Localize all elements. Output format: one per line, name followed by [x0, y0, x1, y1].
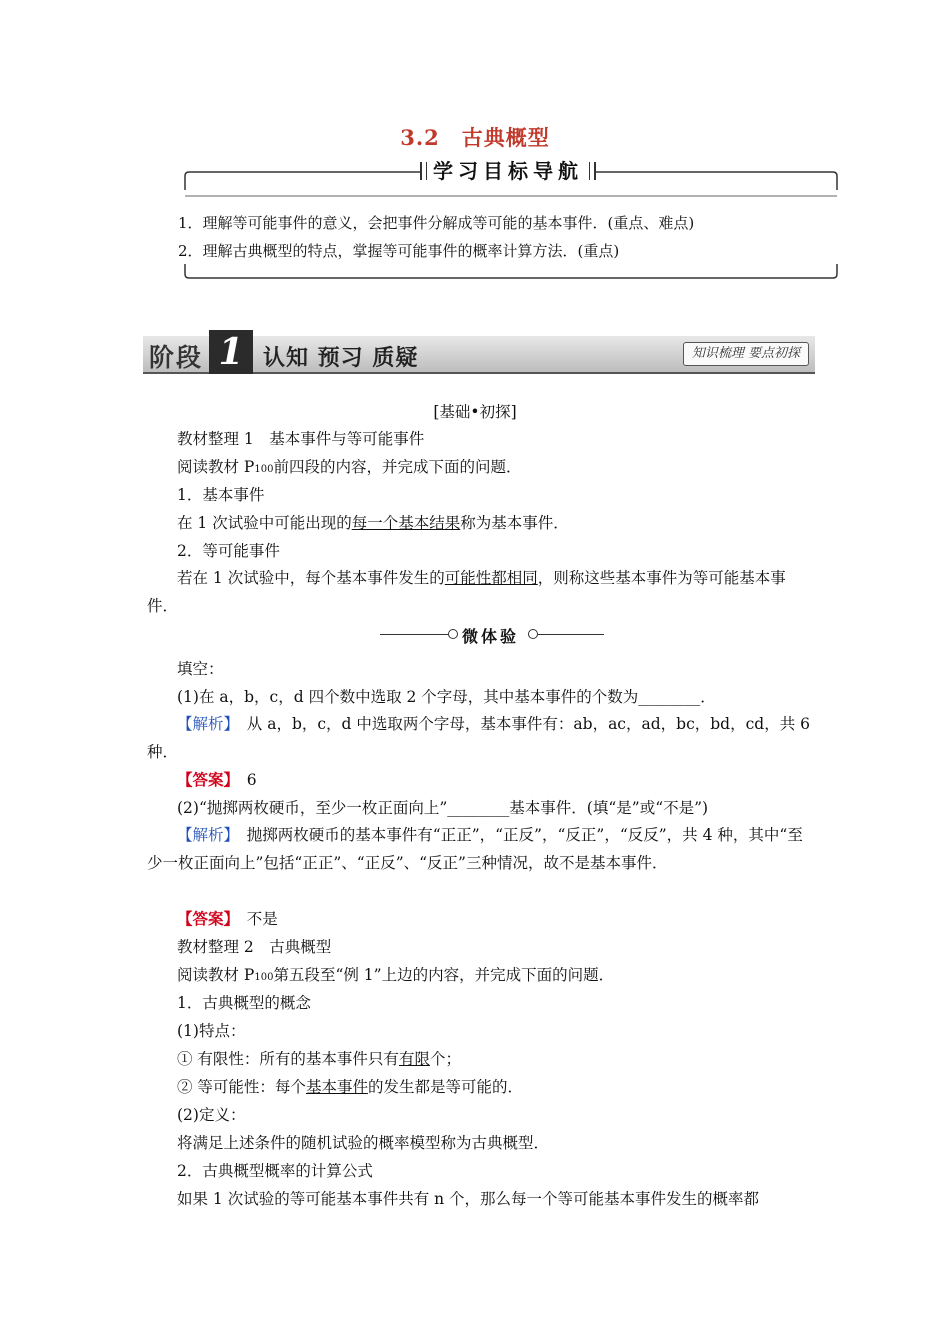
goal-item-1: 1．理解等可能事件的意义，会把事件分解成等可能的基本事件．(重点、难点)	[178, 214, 695, 232]
m1-p1: 在 1 次试验中可能出现的每一个基本结果称为基本事件．	[177, 514, 569, 532]
stage-banner	[143, 331, 815, 373]
m2-read: 阅读教材 P100第五段至“例 1”上边的内容，并完成下面的问题．	[177, 966, 615, 984]
m2-h1: 1．古典概型的概念	[177, 994, 311, 1012]
answer-1: 【答案】 6	[177, 770, 257, 789]
analysis-label: 【解析】	[177, 715, 232, 733]
stage-title: 认知 预习 质疑	[263, 345, 419, 371]
m1-h1: 1．基本事件	[177, 486, 265, 504]
micro-experience-label: 微体验	[462, 627, 520, 646]
m1-heading: 教材整理 1 基本事件与等可能事件	[177, 430, 425, 448]
page-title: 3.2 古典概型	[400, 125, 550, 150]
stage-number: 1	[209, 330, 253, 374]
analysis-1: 【解析】 从 a，b，c，d 中选取两个字母，基本事件有：ab，ac，ad，bc，bd，cd，共 6 种．	[147, 715, 810, 761]
m2-definition-text: 将满足上述条件的随机试验的概率模型称为古典概型．	[177, 1134, 550, 1152]
goals-heading	[420, 156, 596, 186]
m2-h2: 2．古典概型概率的计算公式	[177, 1162, 373, 1180]
question-2: (2)“抛掷两枚硬币，至少一枚正面向上”________基本事件．(填“是”或“不是”)	[177, 799, 709, 817]
analysis-2: 【解析】 抛掷两枚硬币的基本事件有“正正”，“正反”，“反正”，“反反”，共 4 种，其中“至少一枚正面向上”包括“正正”、“正反”、“反正”三种情况，故不是基本事件．	[147, 826, 803, 872]
m1-h2: 2．等可能事件	[177, 542, 280, 560]
goal-item-2: 2．理解古典概型的特点，掌握等可能事件的概率计算方法．(重点)	[178, 242, 620, 260]
exercise-intro: 填空：	[177, 660, 224, 678]
m2-definition-label: (2)定义：	[177, 1106, 246, 1124]
analysis-label: 【解析】	[177, 826, 232, 844]
answer-label: 【答案】	[177, 770, 232, 789]
m2-last-line: 如果 1 次试验的等可能基本事件共有 n 个，那么每一个等可能基本事件发生的概率都	[177, 1190, 760, 1208]
m2-feature-1: ① 有限性：所有的基本事件只有有限个；	[177, 1050, 461, 1068]
answer-2: 【答案】 不是	[177, 909, 278, 928]
stage-word: 阶段	[149, 343, 204, 372]
stage-tag: 知识梳理 要点初探	[683, 342, 809, 366]
m2-heading: 教材整理 2 古典概型	[177, 938, 332, 956]
question-1: (1)在 a，b，c，d 四个数中选取 2 个字母，其中基本事件的个数为________．	[177, 688, 716, 706]
m2-feature-2: ② 等可能性：每个基本事件的发生都是等可能的．	[177, 1078, 523, 1096]
m1-p2: 若在 1 次试验中，每个基本事件发生的可能性都相同，则称这些基本事件为等可能基本事件．	[147, 569, 786, 615]
goals-heading-text: 学习目标导航	[433, 159, 583, 183]
section-label: [基础•初探]	[433, 403, 517, 421]
m1-read: 阅读教材 P100前四段的内容，并完成下面的问题．	[177, 458, 522, 476]
answer-label: 【答案】	[177, 909, 232, 928]
m2-features: (1)特点：	[177, 1022, 246, 1040]
micro-experience-divider	[380, 624, 604, 646]
